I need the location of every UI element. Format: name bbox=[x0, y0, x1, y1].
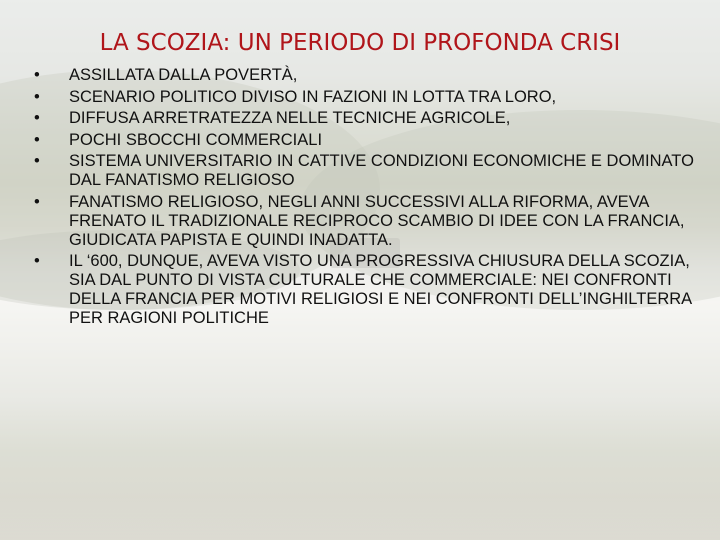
bullet-item bbox=[34, 66, 694, 85]
bullet-icon: • bbox=[34, 152, 40, 170]
bullet-text: ASSILLATA DALLA POVERTÀ, bbox=[69, 66, 298, 84]
bullet-text: SCENARIO POLITICO DIVISO IN FAZIONI IN LOTTA TRA LORO, bbox=[69, 87, 557, 106]
bullet-text: DIFFUSA ARRETRATEZZA NELLE TECNICHE AGRICOLE, bbox=[69, 109, 511, 127]
bullet-text: FANATISMO RELIGIOSO, NEGLI ANNI SUCCESSIVI ALLA RIFORMA, AVEVA FRENATO IL TRADIZIONALE RECIPROCO SCAMBIO DI IDEE CON LA FRANCIA, GIUDICATA PAPISTA E QUINDI INADATTA. bbox=[69, 192, 685, 249]
bullet-item bbox=[34, 152, 694, 190]
bullet-item bbox=[34, 193, 694, 250]
bullet-text: IL ‘600, DUNQUE, AVEVA VISTO UNA PROGRESSIVA CHIUSURA DELLA SCOZIA, SIA DAL PUNTO DI VISTA CULTURALE CHE COMMERCIALE: NEI CONFRONTI DELLA FRANCIA PER MOTIVI RELIGIOSI E NEI CONFRONTI DELL’INGHILTERRA PER RAGIONI POLITICHE bbox=[69, 252, 692, 327]
bullet-item bbox=[34, 252, 694, 328]
bullet-icon: • bbox=[34, 109, 40, 127]
bullet-text: SISTEMA UNIVERSITARIO IN CATTIVE CONDIZIONI ECONOMICHE E DOMINATO DAL FANATISMO RELIGIOSO bbox=[69, 152, 694, 189]
bullet-list bbox=[34, 66, 694, 331]
bullet-icon: • bbox=[34, 192, 40, 211]
bullet-text: POCHI SBOCCHI COMMERCIALI bbox=[69, 130, 323, 149]
bullet-icon: • bbox=[34, 66, 40, 84]
bullet-item bbox=[34, 131, 694, 150]
bullet-icon: • bbox=[34, 87, 40, 106]
bullet-item bbox=[34, 109, 694, 128]
bullet-item bbox=[34, 88, 694, 107]
slide-title: LA SCOZIA: UN PERIODO DI PROFONDA CRISI bbox=[99, 30, 621, 56]
bullet-icon: • bbox=[34, 130, 40, 149]
bullet-icon: • bbox=[34, 252, 40, 270]
